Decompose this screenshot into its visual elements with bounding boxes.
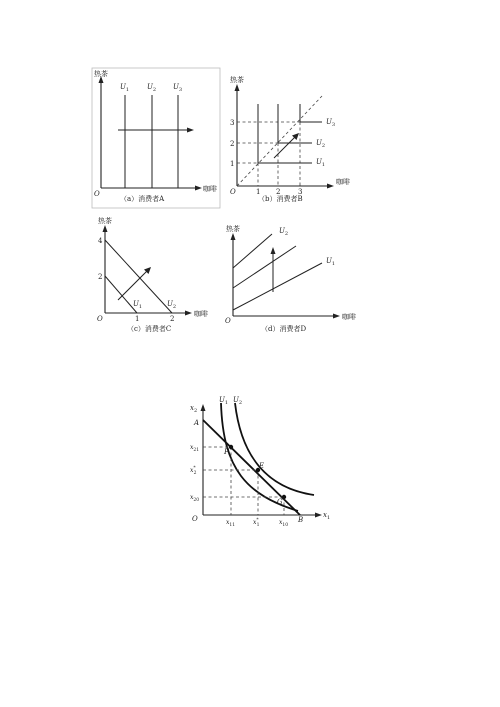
panel-e-xtick-x1star: x* 1 <box>253 518 260 528</box>
panel-c-u2-label: $U_2$ <box>167 300 177 310</box>
panel-c-ytick-4: 4 <box>98 237 103 245</box>
panel-e-ytick-x2star: x* 2 <box>190 466 197 476</box>
panel-b-ytick-3: 3 <box>230 119 235 127</box>
panel-c-xtick-2: 2 <box>170 315 175 323</box>
panel-a-preference-arrowhead <box>187 128 194 133</box>
panel-e-x-arrow <box>315 513 322 518</box>
panel-e-ytick-x21: $x_{21}$ <box>190 444 200 453</box>
panel-c-origin: O <box>97 315 103 323</box>
panel-d-caption: （d）消费者D <box>261 325 307 333</box>
panel-b-diagonal <box>237 96 322 186</box>
panel-b-x-label: 咖啡 <box>336 178 350 186</box>
panel-e-budget-line <box>203 420 300 515</box>
panel-e-point-f <box>229 445 233 449</box>
panel-c-ytick-2: 2 <box>98 273 103 281</box>
panel-e-y-axis-label: $x_2$ <box>190 404 198 414</box>
panel-e-origin: O <box>192 515 198 523</box>
panel-c-u1-label: $U_1$ <box>133 300 143 310</box>
panel-b-y-label: 热茶 <box>230 76 244 84</box>
panel-d-u1-label: $U_1$ <box>326 257 336 267</box>
panel-d-origin: O <box>225 317 231 325</box>
panel-b-y-arrow <box>235 84 240 91</box>
panel-e-u1-label: $U_1$ <box>219 396 229 406</box>
panel-b-xtick-3: 3 <box>298 188 303 196</box>
panel-a-x-arrow <box>195 186 202 191</box>
panel-e-curve-u1 <box>221 403 298 511</box>
panel-c-y-arrow <box>103 225 108 232</box>
panel-c-xtick-1: 1 <box>135 315 140 323</box>
panel-b-u2-label: $U_2$ <box>316 139 326 149</box>
panel-b-curve-u3 <box>300 104 322 122</box>
panel-c-y-label: 热茶 <box>98 217 112 225</box>
panel-e-xtick-x11: $x_{11}$ <box>226 519 236 528</box>
panel-e-label-f: F <box>224 448 229 456</box>
panel-a-origin: O <box>94 190 100 198</box>
panel-d-curve-lower <box>233 263 322 310</box>
panel-e-label-a: A <box>194 419 200 427</box>
panel-b-u3-label: $U_3$ <box>326 118 336 128</box>
panel-e-curve-u2 <box>235 403 314 495</box>
panel-b-origin: O <box>230 188 236 196</box>
panel-b-ytick-1: 1 <box>230 160 235 168</box>
panel-a-u2-label: $U_2$ <box>147 83 157 93</box>
panel-c <box>97 216 208 333</box>
panel-c-preference-arrow <box>118 270 148 300</box>
panel-b-u1-label: $U_1$ <box>316 158 326 168</box>
panel-d-x-label: 咖啡 <box>342 313 356 321</box>
panel-d <box>225 224 356 333</box>
panel-d-preference-arrowhead <box>271 247 276 254</box>
panel-e-x-axis-label: $x_1$ <box>323 511 331 521</box>
panel-b <box>230 75 350 203</box>
panel-b-curve-u1 <box>258 104 312 163</box>
panel-e <box>190 396 330 528</box>
panel-d-u2-label: $U_2$ <box>279 227 289 237</box>
panel-a <box>92 68 220 208</box>
panel-e-label-b: B <box>298 516 304 524</box>
panel-a-x-label: 咖啡 <box>203 185 217 193</box>
panel-d-y-arrow <box>231 233 236 240</box>
panel-a-y-label: 热茶 <box>94 70 108 78</box>
panel-e-ytick-x20: $x_{20}$ <box>190 494 200 503</box>
panel-e-y-arrow <box>201 404 206 411</box>
panel-a-caption: （a）消费者A <box>120 195 165 203</box>
panel-a-u3-label: $U_3$ <box>173 83 183 93</box>
panel-d-x-arrow <box>333 314 340 319</box>
panel-b-xtick-1: 1 <box>256 188 261 196</box>
panel-b-caption: （b）消费者B <box>258 195 303 203</box>
panel-b-x-arrow <box>327 184 334 189</box>
panel-d-y-label: 热茶 <box>226 225 240 233</box>
panel-e-u2-label: $U_2$ <box>233 396 243 406</box>
panel-e-label-e: E <box>259 462 265 470</box>
panel-e-xtick-x10: $x_{10}$ <box>279 519 289 528</box>
panel-c-x-arrow <box>185 311 192 316</box>
panel-d-curve-upper <box>233 234 272 268</box>
panel-b-xtick-2: 2 <box>276 188 281 196</box>
panel-c-caption: （c）消费者C <box>127 325 172 333</box>
panel-b-ytick-2: 2 <box>230 140 235 148</box>
panel-c-x-label: 咖啡 <box>194 310 208 318</box>
panel-a-u1-label: $U_1$ <box>120 83 130 93</box>
panel-b-preference-arrow <box>274 136 296 158</box>
panel-e-label-g: G <box>277 498 283 506</box>
